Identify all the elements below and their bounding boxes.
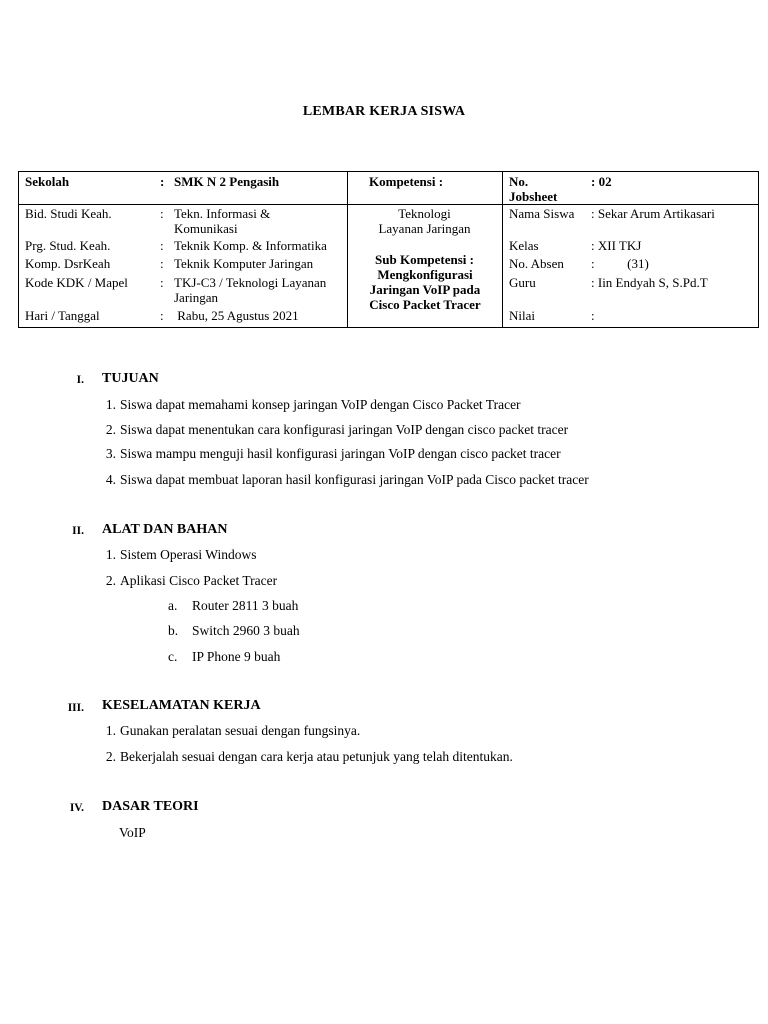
list-item bbox=[98, 472, 589, 488]
sub-list-item bbox=[168, 623, 300, 639]
sub-list-letter: a. bbox=[168, 598, 178, 613]
kompetensi-value-line1: Teknologi bbox=[398, 206, 451, 221]
colon: : bbox=[160, 206, 164, 221]
sekolah-label: Sekolah bbox=[25, 174, 70, 189]
section-number: II. bbox=[72, 525, 84, 537]
list-text: Aplikasi Cisco Packet Tracer bbox=[120, 573, 278, 588]
section-title-keselamatan: KESELAMATAN KERJA bbox=[102, 698, 261, 713]
list-text: Gunakan peralatan sesuai dengan fungsinya. bbox=[120, 723, 361, 738]
kompetensi-label: Kompetensi : bbox=[369, 174, 444, 189]
nilai-value: : bbox=[591, 308, 595, 323]
info-table bbox=[18, 171, 759, 328]
nilai-label: Nilai bbox=[509, 308, 535, 323]
list-text: Siswa dapat membuat laporan hasil konfigurasi jaringan VoIP pada Cisco packet tracer bbox=[120, 472, 589, 487]
sub-list-item bbox=[168, 649, 280, 665]
page-title: LEMBAR KERJA SISWA bbox=[302, 104, 466, 119]
colon: : bbox=[160, 308, 164, 323]
list-item bbox=[98, 573, 277, 589]
list-number: 3. bbox=[105, 446, 116, 461]
list-text: Bekerjalah sesuai dengan cara kerja atau petunjuk yang telah ditentukan. bbox=[120, 749, 513, 764]
list-number: 1. bbox=[105, 547, 116, 562]
list-text: Sistem Operasi Windows bbox=[120, 547, 257, 562]
list-item bbox=[98, 422, 568, 438]
section-number: I. bbox=[76, 374, 84, 386]
bid-studi-value: Tekn. Informasi & Komunikasi bbox=[174, 206, 271, 236]
guru-value: : Iin Endyah S, S.Pd.T bbox=[591, 275, 708, 290]
kode-kdk-label: Kode KDK / Mapel bbox=[25, 275, 128, 290]
body-text: VoIP bbox=[119, 825, 146, 840]
prg-stud-value: Teknik Komp. & Informatika bbox=[174, 238, 327, 253]
bid-studi-label: Bid. Studi Keah. bbox=[25, 206, 112, 221]
list-item bbox=[98, 547, 256, 563]
jobsheet-label-line2: Jobsheet bbox=[509, 189, 558, 204]
list-number: 1. bbox=[105, 397, 116, 412]
colon: : bbox=[160, 174, 165, 189]
list-number: 1. bbox=[105, 723, 116, 738]
list-text: Siswa mampu menguji hasil konfigurasi jaringan VoIP dengan cisco packet tracer bbox=[120, 446, 561, 461]
list-number: 2. bbox=[105, 422, 116, 437]
komp-dsr-label: Komp. DsrKeah bbox=[25, 256, 111, 271]
table-divider bbox=[347, 172, 348, 327]
list-number: 4. bbox=[105, 472, 116, 487]
sub-list-text: Switch 2960 3 buah bbox=[192, 623, 300, 638]
sub-list-letter: b. bbox=[168, 623, 179, 638]
kode-kdk-value: TKJ-C3 / Teknologi Layanan Jaringan bbox=[174, 275, 327, 305]
list-number: 2. bbox=[105, 749, 116, 764]
hari-tanggal-label: Hari / Tanggal bbox=[25, 308, 100, 323]
kelas-label: Kelas bbox=[509, 238, 539, 253]
komp-dsr-value: Teknik Komputer Jaringan bbox=[174, 256, 314, 271]
sub-list-text: IP Phone 9 buah bbox=[192, 649, 281, 664]
list-text: Siswa dapat memahami konsep jaringan VoIP dengan Cisco Packet Tracer bbox=[120, 397, 521, 412]
list-text: Siswa dapat menentukan cara konfigurasi jaringan VoIP dengan cisco packet tracer bbox=[120, 422, 569, 437]
section-number: IV. bbox=[69, 802, 84, 814]
sub-list-letter: c. bbox=[168, 649, 178, 664]
list-item bbox=[98, 723, 360, 739]
sub-list-text: Router 2811 3 buah bbox=[192, 598, 299, 613]
section-number: III. bbox=[67, 702, 84, 714]
sub-kompetensi-value: Mengkonfigurasi Jaringan VoIP pada Cisco Packet Tracer bbox=[369, 267, 481, 312]
list-item bbox=[98, 446, 561, 462]
jobsheet-value: : 02 bbox=[591, 174, 612, 189]
nama-siswa-label: Nama Siswa bbox=[509, 206, 575, 221]
sub-list-item bbox=[168, 598, 298, 614]
no-absen-value: : (31) bbox=[591, 256, 649, 271]
sub-kompetensi-label: Sub Kompetensi : bbox=[375, 252, 474, 267]
colon: : bbox=[160, 275, 164, 290]
list-item bbox=[98, 749, 513, 765]
section-title-alat-bahan: ALAT DAN BAHAN bbox=[102, 522, 228, 537]
section-title-dasar-teori: DASAR TEORI bbox=[102, 799, 199, 814]
sekolah-value: SMK N 2 Pengasih bbox=[174, 174, 280, 189]
kompetensi-value-line2: Layanan Jaringan bbox=[378, 221, 471, 236]
prg-stud-label: Prg. Stud. Keah. bbox=[25, 238, 111, 253]
table-divider bbox=[502, 172, 503, 327]
table-row-divider bbox=[19, 204, 758, 205]
list-number: 2. bbox=[105, 573, 116, 588]
colon: : bbox=[160, 256, 164, 271]
kelas-value: : XII TKJ bbox=[591, 238, 642, 253]
hari-tanggal-value: Rabu, 25 Agustus 2021 bbox=[174, 308, 299, 323]
guru-label: Guru bbox=[509, 275, 536, 290]
section-title-tujuan: TUJUAN bbox=[102, 371, 159, 386]
colon: : bbox=[160, 238, 164, 253]
jobsheet-label-line1: No. bbox=[509, 174, 529, 189]
no-absen-label: No. Absen bbox=[509, 256, 564, 271]
list-item bbox=[98, 397, 521, 413]
nama-siswa-value: : Sekar Arum Artikasari bbox=[591, 206, 715, 221]
